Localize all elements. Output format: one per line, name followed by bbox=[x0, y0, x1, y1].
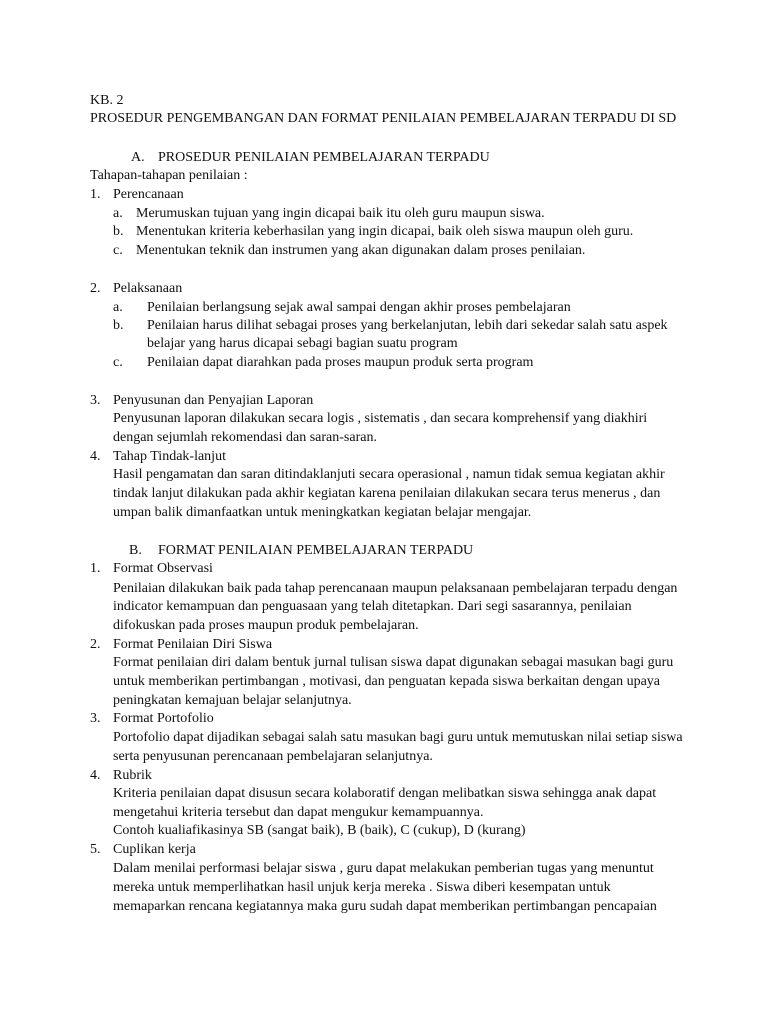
sub-item-text: Penilaian dapat diarahkan pada proses maupun produk serta program bbox=[147, 355, 534, 370]
paragraph-line: untuk memberikan pertimbangan , motivasi, dan penguatan kepada siswa berkaitan dengan upaya bbox=[113, 674, 660, 689]
sub-marker: c. bbox=[113, 243, 123, 258]
sub-item-text: Penilaian berlangsung sejak awal sampai dengan akhir proses pembelajaran bbox=[147, 300, 571, 315]
paragraph-line: indicator kemampuan dan penguasaan yang telah ditetapkan. Dari segi sasarannya, penilaian bbox=[113, 599, 632, 614]
list-number: 3. bbox=[90, 711, 101, 726]
sub-marker: a. bbox=[113, 206, 123, 221]
paragraph-line: peningkatan kemajuan belajar selanjutnya. bbox=[113, 693, 352, 708]
sub-item-text: Merumuskan tujuan yang ingin dicapai baik itu oleh guru maupun siswa. bbox=[136, 206, 545, 221]
paragraph-line: mereka untuk memperlihatkan hasil unjuk kerja mereka . Siswa diberi kesempatan untuk bbox=[113, 880, 611, 895]
sub-item-text: belajar yang harus dicapai sebagi bagian suatu program bbox=[147, 336, 458, 351]
sub-item-text: Menentukan teknik dan instrumen yang akan digunakan dalam proses penilaian. bbox=[136, 243, 586, 258]
list-number: 1. bbox=[90, 561, 101, 576]
list-item-title: Cuplikan kerja bbox=[113, 842, 196, 857]
sub-marker: b. bbox=[113, 224, 124, 239]
paragraph-line: serta penyusunan perencanaan pembelajaran selanjutnya. bbox=[113, 749, 433, 764]
list-item-title: Format Observasi bbox=[113, 561, 213, 576]
list-item-title: Penyusunan dan Penyajian Laporan bbox=[113, 393, 314, 408]
list-number: 4. bbox=[90, 768, 101, 783]
paragraph-line: Dalam menilai performasi belajar siswa , guru dapat melakukan pemberian tugas yang menuntut bbox=[113, 861, 654, 876]
sub-item-text: Penilaian harus dilihat sebagai proses yang berkelanjutan, lebih dari sekedar salah satu aspek bbox=[147, 318, 668, 333]
list-number: 2. bbox=[90, 281, 101, 296]
list-number: 1. bbox=[90, 187, 101, 202]
list-item-title: Perencanaan bbox=[113, 187, 184, 202]
kb-label: KB. 2 bbox=[90, 93, 124, 108]
paragraph-line: umpan balik dimanfaatkan untuk meningkatkan kegiatan belajar mengajar. bbox=[113, 505, 532, 520]
sub-item-text: Menentukan kriteria keberhasilan yang ingin dicapai, baik oleh siswa maupun oleh guru. bbox=[136, 224, 634, 239]
list-item-title: Format Penilaian Diri Siswa bbox=[113, 637, 273, 652]
paragraph-line: dengan sejumlah rekomendasi dan saran-saran. bbox=[113, 430, 377, 445]
sub-marker: c. bbox=[113, 355, 123, 370]
paragraph-line: Portofolio dapat dijadikan sebagai salah satu masukan bagi guru untuk memutuskan nilai setiap siswa bbox=[113, 730, 683, 745]
paragraph-line: Kriteria penilaian dapat disusun secara kolaboratif dengan melibatkan siswa sehingga anak dapat bbox=[113, 786, 657, 801]
paragraph-line: Penyusunan laporan dilakukan secara logis , sistematis , dan secara komprehensif yang diakhiri bbox=[113, 411, 648, 426]
list-number: 5. bbox=[90, 842, 101, 857]
paragraph-line: Contoh kualiafikasinya SB (sangat baik), B (baik), C (cukup), D (kurang) bbox=[113, 823, 526, 838]
list-number: 3. bbox=[90, 393, 101, 408]
sub-marker: a. bbox=[113, 300, 123, 315]
section-b-marker: B. bbox=[129, 543, 142, 558]
paragraph-line: tindak lanjut dilakukan pada akhir kegiatan karena penilaian dilakukan secara terus menerus , dan bbox=[113, 486, 661, 501]
paragraph-line: Penilaian dilakukan baik pada tahap perencanaan maupun pelaksanaan pembelajaran terpadu dengan bbox=[113, 581, 678, 596]
list-item-title: Rubrik bbox=[113, 768, 152, 783]
paragraph-line: Format penilaian diri dalam bentuk jurnal tulisan siswa dapat digunakan sebagai masukan bagi guru bbox=[113, 655, 674, 670]
paragraph-line: difokuskan pada proses maupun produk pembelajaran. bbox=[113, 618, 419, 633]
list-item-title: Pelaksanaan bbox=[113, 281, 183, 296]
paragraph-line: mengetahui kriteria tersebut dan dapat mengukur kemampuannya. bbox=[113, 805, 484, 820]
list-item-title: Tahap Tindak-lanjut bbox=[113, 449, 226, 464]
sub-marker: b. bbox=[113, 318, 124, 333]
list-number: 2. bbox=[90, 637, 101, 652]
intro-text: Tahapan-tahapan penilaian : bbox=[90, 168, 248, 183]
paragraph-line: memaparkan rencana kegiatannya maka guru sudah dapat memberikan pertimbangan pencapaian bbox=[113, 899, 657, 914]
paragraph-line: Hasil pengamatan dan saran ditindaklanjuti secara operasional , namun tidak semua kegiatan akhir bbox=[113, 467, 665, 482]
list-number: 4. bbox=[90, 449, 101, 464]
section-b-heading: FORMAT PENILAIAN PEMBELAJARAN TERPADU bbox=[158, 543, 474, 558]
section-a-marker: A. bbox=[131, 150, 145, 165]
list-item-title: Format Portofolio bbox=[113, 711, 214, 726]
document-title: PROSEDUR PENGEMBANGAN DAN FORMAT PENILAIAN PEMBELAJARAN TERPADU DI SD bbox=[90, 111, 677, 126]
section-a-heading: PROSEDUR PENILAIAN PEMBELAJARAN TERPADU bbox=[158, 150, 490, 165]
